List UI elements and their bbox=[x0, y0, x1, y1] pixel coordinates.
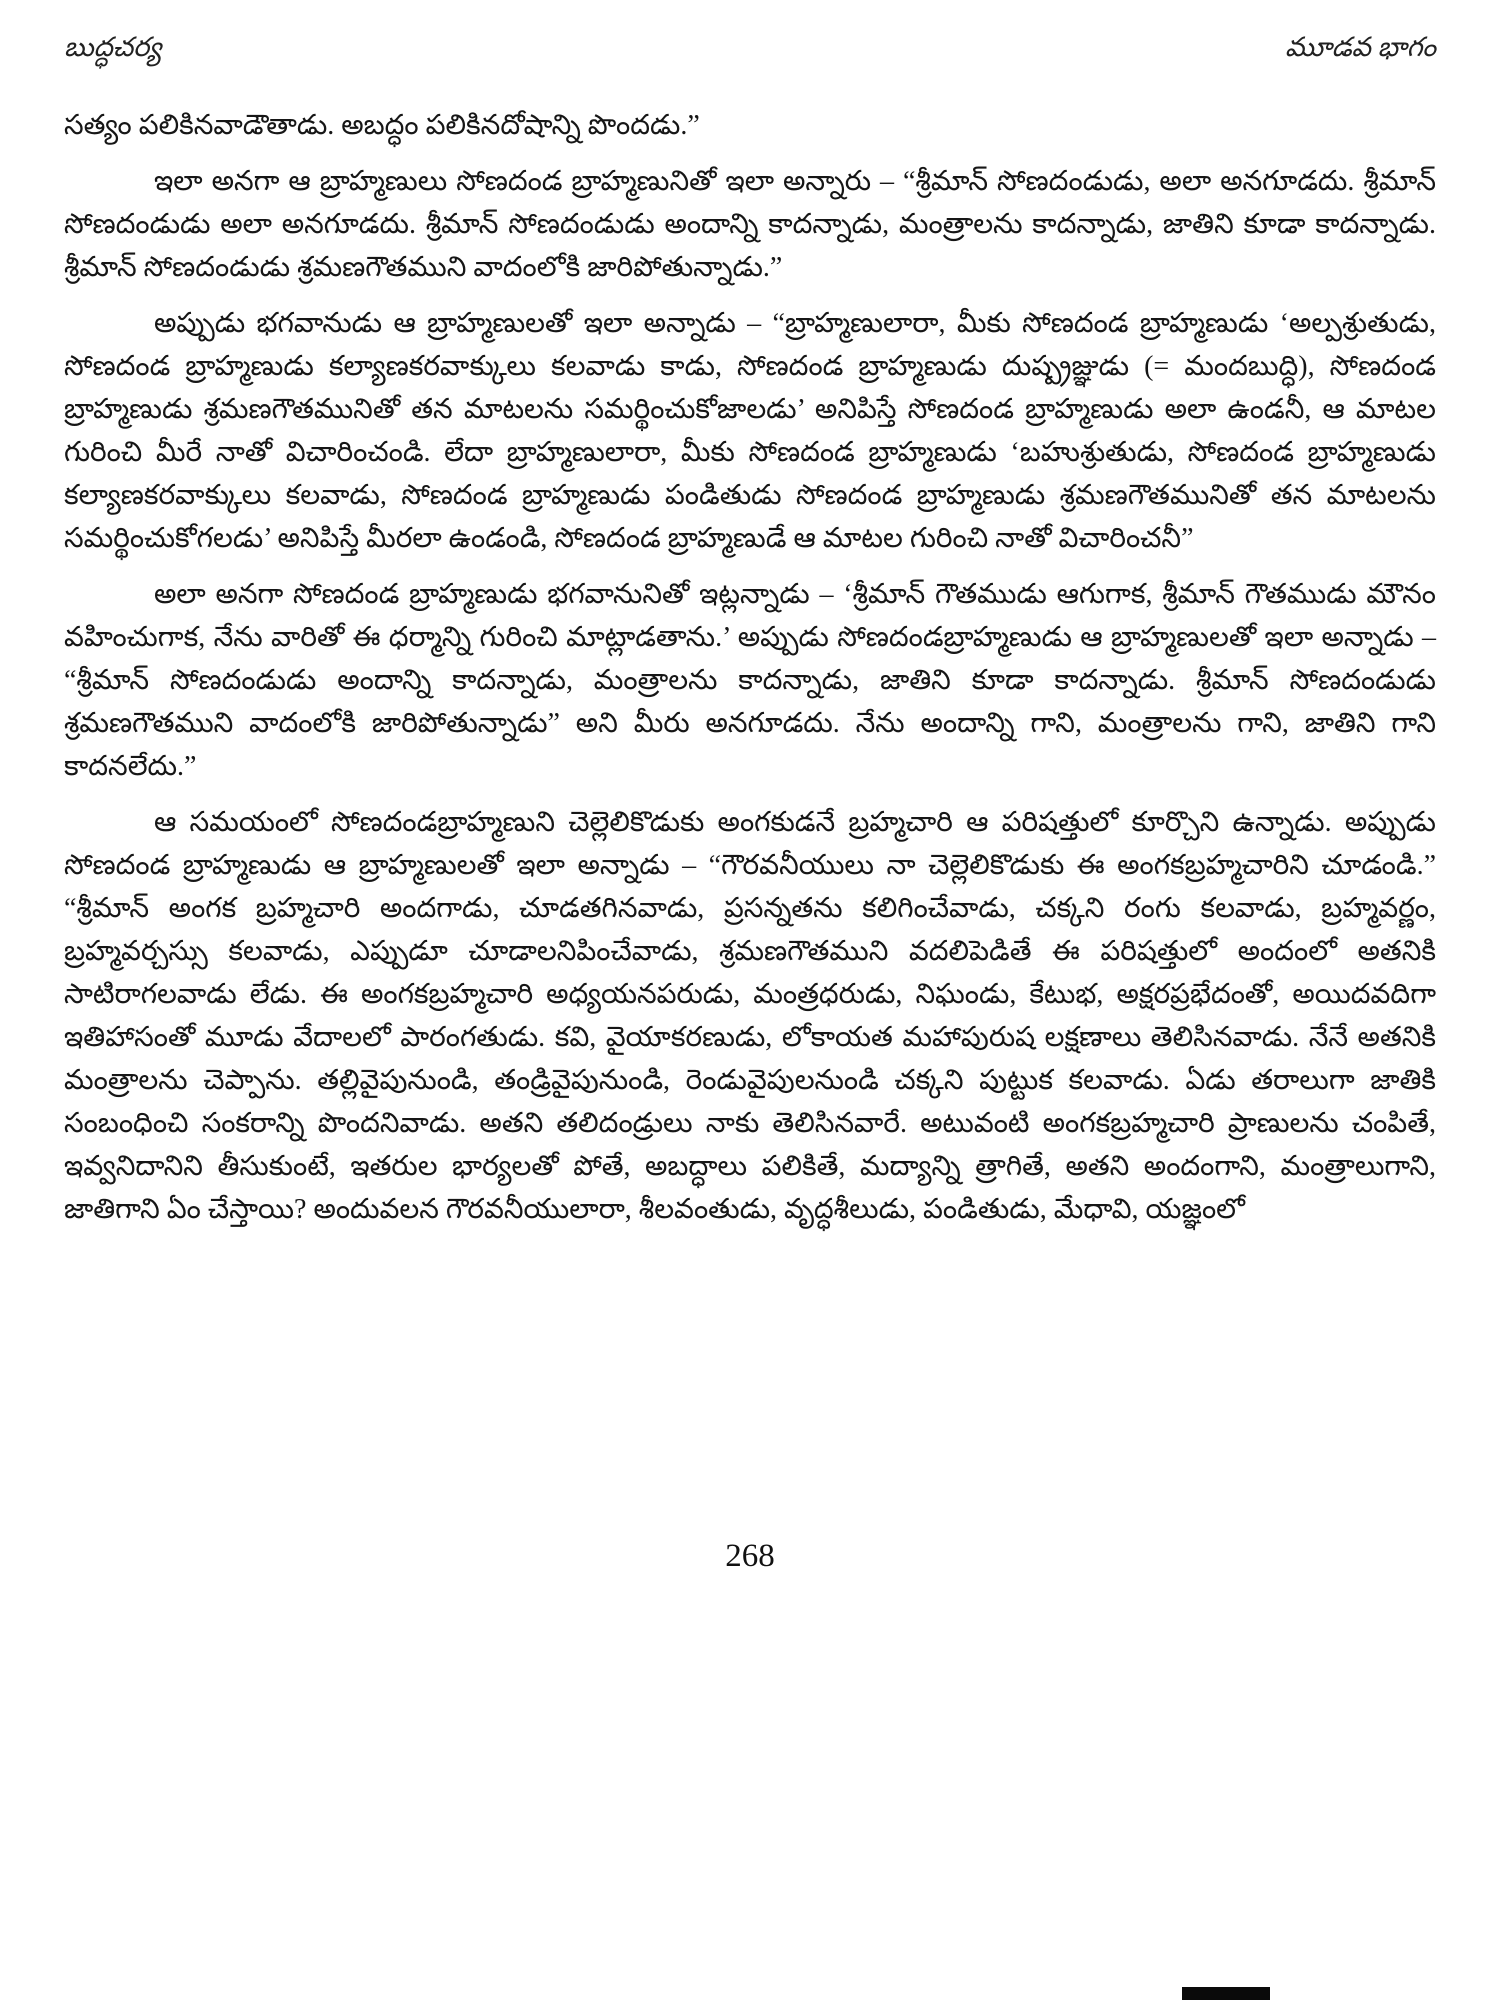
paragraph-3: అప్పుడు భగవానుడు ఆ బ్రాహ్మణులతో ఇలా అన్నాడు – “బ్రాహ్మణులారా, మీకు సోణదండ బ్రాహ్మణుడు ‘అల్పశ్రుతుడు, సోణదండ బ్రాహ్మణుడు కల్యాణకరవాక్కులు కలవాడు కాడు, సోణదండ బ్రాహ్మణుడు దుష్ప్రజ్ఞుడు (= మందబుద్ధి), సోణదండ బ్రాహ్మణుడు శ్రమణగౌతమునితో తన మాటలను సమర్థించుకోజాలడు’ అనిపిస్తే సోణదండ బ్రాహ్మణుడు అలా ఉండనీ, ఆ మాటల గురించి మీరే నాతో విచారించండి. లేదా బ్రాహ్మణులారా, మీకు సోణదండ బ్రాహ్మణుడు ‘బహుశ్రుతుడు, సోణదండ బ్రాహ్మణుడు కల్యాణకరవాక్కులు కలవాడు, సోణదండ బ్రాహ్మణుడు పండితుడు సోణదండ బ్రాహ్మణుడు శ్రమణగౌతమునితో తన మాటలను సమర్థించుకోగలడు’ అనిపిస్తే మీరలా ఉండండి, సోణదండ బ్రాహ్మణుడే ఆ మాటల గురించి నాతో విచారించనీ” bbox=[64, 308, 1436, 554]
page-footer bbox=[0, 1538, 1500, 1575]
page-number: 268 bbox=[725, 1538, 775, 1574]
paragraph-2: ఇలా అనగా ఆ బ్రాహ్మణులు సోణదండ బ్రాహ్మణునితో ఇలా అన్నారు – “శ్రీమాన్ సోణదండుడు, అలా అనగూడదు. శ్రీమాన్ సోణదండుడు అలా అనగూడదు. శ్రీమాన్ సోణదండుడు అందాన్ని కాదన్నాడు, మంత్రాలను కాదన్నాడు, జాతిని కూడా కాదన్నాడు. శ్రీమాన్ సోణదండుడు శ్రమణగౌతముని వాదంలోకి జారిపోతున్నాడు.” bbox=[64, 166, 1436, 283]
paragraph-continuation: సత్యం పలికినవాడౌతాడు. అబద్ధం పలికినదోషాన్ని పొందడు.” bbox=[64, 110, 700, 141]
body-text bbox=[64, 104, 1436, 1231]
book-title: బుద్ధచర్య bbox=[64, 32, 162, 62]
paragraph-5: ఆ సమయంలో సోణదండబ్రాహ్మణుని చెల్లెలికొడుకు అంగకుడనే బ్రహ్మచారి ఆ పరిషత్తులో కూర్చొని ఉన్నాడు. అప్పుడు సోణదండ బ్రాహ్మణుడు ఆ బ్రాహ్మణులతో ఇలా అన్నాడు – “గౌరవనీయులు నా చెల్లెలికొడుకు ఈ అంగకబ్రహ్మచారిని చూడండి.” “శ్రీమాన్ అంగక బ్రహ్మచారి అందగాడు, చూడతగినవాడు, ప్రసన్నతను కలిగించేవాడు, చక్కని రంగు కలవాడు, బ్రహ్మవర్ణం, బ్రహ్మవర్చస్సు కలవాడు, ఎప్పుడూ చూడాలనిపించేవాడు, శ్రమణగౌతముని వదలిపెడితే ఈ పరిషత్తులో అందంలో అతనికి సాటిరాగలవాడు లేడు. ఈ అంగకబ్రహ్మచారి అధ్యయనపరుడు, మంత్రధరుడు, నిఘండు, కేటుభ, అక్షరప్రభేదంతో, అయిదవదిగా ఇతిహాసంతో మూడు వేదాలలో పారంగతుడు. కవి, వైయాకరణుడు, లోకాయత మహాపురుష లక్షణాలు తెలిసినవాడు. నేనే అతనికి మంత్రాలను చెప్పాను. తల్లివైపునుండి, తండ్రివైపునుండి, రెండువైపులనుండి చక్కని పుట్టుక కలవాడు. ఏడు తరాలుగా జాతికి సంబంధించి సంకరాన్ని పొందనివాడు. అతని తలిదండ్రులు నాకు తెలిసినవారే. అటువంటి అంగకబ్రహ్మచారి ప్రాణులను చంపితే, ఇవ్వనిదానిని తీసుకుంటే, ఇతరుల భార్యలతో పోతే, అబద్ధాలు పలికితే, మద్యాన్ని త్రాగితే, అతని అందంగాని, మంత్రాలుగాని, జాతిగాని ఏం చేస్తాయి? అందువలన గౌరవనీయులారా, శీలవంతుడు, వృద్ధశీలుడు, పండితుడు, మేధావి, యజ్ఞంలో bbox=[64, 807, 1436, 1225]
section-title: మూడవ భాగం bbox=[1285, 32, 1436, 62]
paragraph-4: అలా అనగా సోణదండ బ్రాహ్మణుడు భగవానునితో ఇట్లన్నాడు – ‘శ్రీమాన్ గౌతముడు ఆగుగాక, శ్రీమాన్ గౌతముడు మౌనం వహించుగాక, నేను వారితో ఈ ధర్మాన్ని గురించి మాట్లాడతాను.’ అప్పుడు సోణదండబ్రాహ్మణుడు ఆ బ్రాహ్మణులతో ఇలా అన్నాడు – “శ్రీమాన్ సోణదండుడు అందాన్ని కాదన్నాడు, మంత్రాలను కాదన్నాడు, జాతిని కూడా కాదన్నాడు. శ్రీమాన్ సోణదండుడు శ్రమణగౌతముని వాదంలోకి జారిపోతున్నాడు” అని మీరు అనగూడదు. నేను అందాన్ని గాని, మంత్రాలను గాని, జాతిని గాని కాదనలేదు.” bbox=[64, 579, 1436, 782]
scan-artifact bbox=[1182, 1987, 1270, 2000]
running-header bbox=[64, 32, 1436, 70]
